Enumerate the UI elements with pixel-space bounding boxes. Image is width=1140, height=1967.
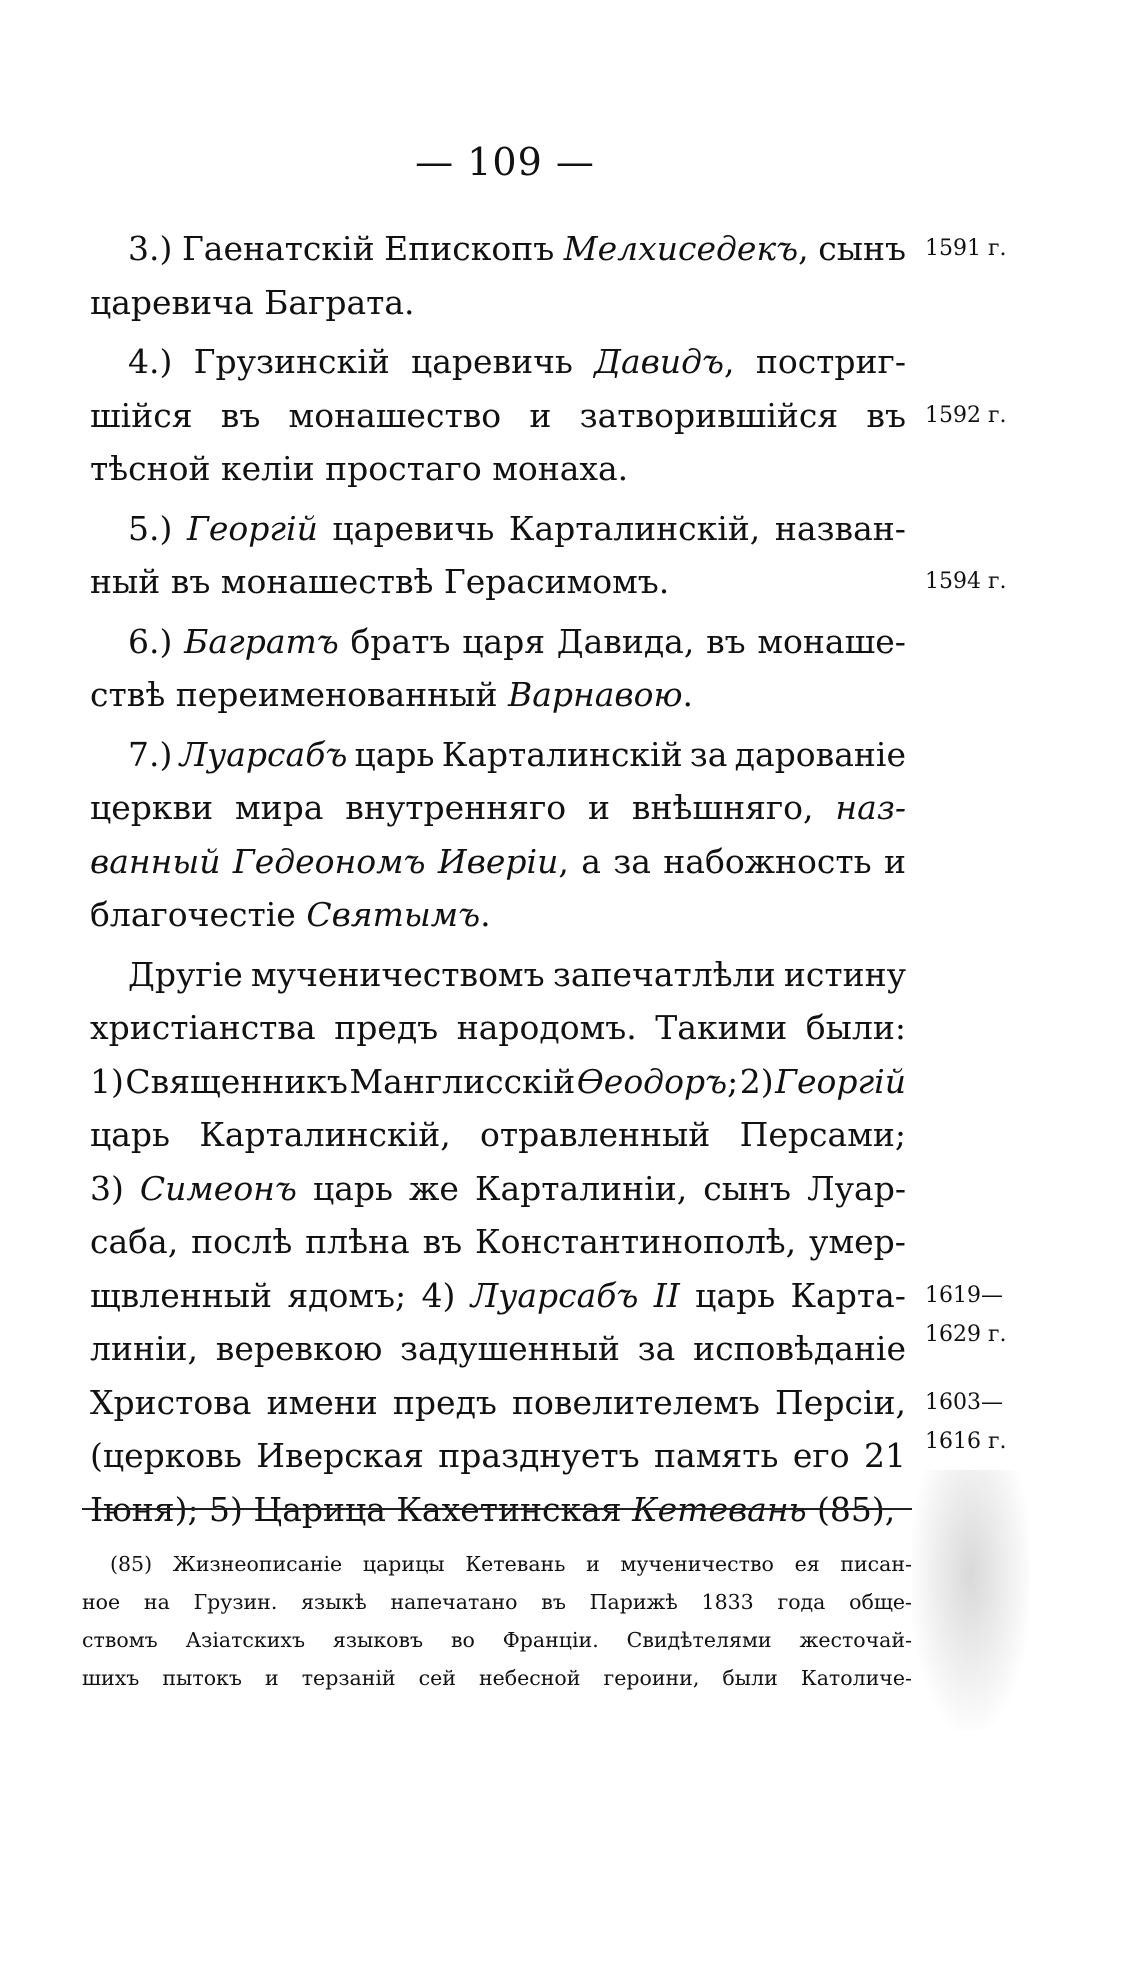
word: повелителемъ [512,1382,760,1422]
word: постриг- [755,342,906,381]
word: Персами; [739,1115,906,1154]
word: 21 [864,1436,906,1475]
word: сынъ [818,229,906,268]
word: Кетевань [465,1552,566,1576]
word: Свидѣтелями [626,1628,772,1652]
word: память [654,1436,779,1475]
word: Азіатскихъ [185,1628,305,1652]
word: монаше- [757,621,906,661]
word: Жизнеописаніе [172,1552,343,1576]
word: Такими [655,1008,788,1047]
word: Франціи. [502,1628,599,1652]
text-line [90,1162,906,1216]
word: саба, [90,1222,179,1261]
text-span: царевича Баграта. [90,282,415,322]
text-span: тѣсной келіи простаго монаха. [90,449,629,488]
text-line [90,1269,1003,1323]
word: Константинополѣ, [475,1222,797,1261]
text-line [90,555,1007,609]
italic-name: Варнавою [507,675,683,714]
word: царевичь [410,342,573,381]
word: Гаенатскій [181,229,375,268]
word: и [529,395,552,435]
paragraph [90,502,1007,609]
word: христіанства [90,1008,316,1047]
text-line [90,335,906,389]
word: Священникъ [125,1061,348,1101]
word: пытокъ [162,1666,242,1690]
word: сей [418,1666,456,1690]
word: его [792,1436,850,1475]
italic-name: Святымъ [306,895,481,934]
word: Давидъ, [594,342,735,381]
word: умер- [809,1222,906,1261]
text-line [90,1376,1003,1430]
text-line [90,276,906,330]
text-line [90,728,906,782]
paper-stain [912,1470,1030,1730]
word: за [637,1329,676,1368]
word: Луар- [807,1168,906,1208]
word: ное [82,1590,121,1614]
footnote-line [82,1583,912,1621]
word: затворившійся [579,395,839,435]
word: царь [354,734,435,774]
word: набожность [663,841,872,881]
word: языкѣ [301,1590,367,1614]
word: Карталиніи, [474,1168,688,1208]
word: Грузин. [193,1590,278,1614]
word: обще- [849,1590,912,1614]
word: церкви [90,788,214,827]
word: царь [90,1115,170,1154]
text-span: Іюня); 5) Царица Кахетинская [90,1489,633,1529]
text-span: . [682,675,694,714]
word: шихъ [82,1666,140,1690]
word: героини, [603,1666,700,1690]
word: имени [266,1382,378,1422]
word: 5.) [128,508,173,548]
word: мученичествомъ [250,954,545,994]
word: послѣ [191,1222,293,1261]
text-line [90,1001,906,1055]
word: запечатлѣли [552,954,776,994]
word: небесной [479,1666,581,1690]
word: внѣшняго, [631,788,814,827]
word: предъ [392,1382,497,1422]
paragraph [90,948,1007,1537]
word: Луарсабъ [470,1275,639,1315]
word: за [613,841,651,881]
word: и [588,788,611,827]
word: веревкою [215,1329,383,1368]
word: Карта- [790,1275,906,1315]
word: и [586,1552,600,1576]
text-line [90,1108,906,1162]
word: во [450,1628,475,1652]
word: царевичь [332,508,495,548]
text-line [90,668,906,722]
word: 3) [90,1168,124,1208]
word: а [581,841,601,881]
text-line [90,389,1007,443]
word: 4) [421,1275,456,1315]
word: царя [462,621,546,661]
word: празднуетъ [438,1436,640,1475]
word: 4.) [128,342,173,381]
paragraph [90,615,906,722]
word: отравленный [480,1115,711,1154]
word: истину [783,954,906,994]
word: и [883,841,906,881]
text-line [90,502,906,556]
footnotes [82,1545,912,1697]
word: плѣна [305,1222,410,1261]
word: ванный [90,841,221,881]
footnote-line [82,1659,912,1697]
word: исповѣданіе [693,1329,906,1368]
word: Луарсабъ [179,734,348,774]
footnote-line [82,1545,912,1583]
word: ствомъ [82,1628,158,1652]
word: (85) [110,1552,153,1576]
word: наз- [835,788,906,827]
word: Манглисскій [349,1061,576,1101]
main-text [90,222,1007,1536]
paragraph [90,222,1007,329]
text-line [90,222,1007,276]
word: ядомъ; [287,1275,407,1315]
word: въ [866,395,906,435]
word: въ [220,395,261,435]
word: Епископъ [384,229,555,268]
word: задушенный [400,1329,620,1368]
margin-date: 1629 г. [925,1322,1007,1347]
text-line [90,1215,906,1269]
word: были [722,1666,778,1690]
text-line [90,1055,906,1109]
word: 3.) [128,229,173,268]
text-line [90,1322,1007,1376]
word: мученичество [620,1552,774,1576]
word: Багратъ [184,621,339,661]
word: писан- [840,1552,912,1576]
word: терзаній [301,1666,396,1690]
margin-date: 1616 г. [925,1429,1007,1454]
text-line [90,442,906,496]
footnote-divider [82,1508,912,1510]
word: братъ [350,621,451,661]
word: щвленный [90,1275,272,1315]
word: Гедеономъ [232,841,426,881]
text-line [90,615,906,669]
word: сынъ [703,1168,792,1208]
word: предъ [334,1008,439,1047]
text-line [90,835,906,889]
word: жесточай- [799,1628,912,1652]
text-span: (85), [806,1489,896,1529]
word: Ѳеодоръ; [576,1061,739,1101]
footnote-line [82,1621,912,1659]
word: 6.) [128,621,173,661]
page-number: — 109 — [415,140,595,184]
paragraph [90,728,906,942]
word: и [264,1666,279,1690]
word: Другіе [128,954,243,994]
word: царицы [362,1552,445,1576]
word: за [689,734,728,774]
margin-date: 1591 г. [925,236,1007,261]
word: 1) [90,1061,124,1101]
word: линіи, [90,1329,198,1368]
word: въ [706,621,746,661]
word: въ [541,1590,566,1614]
word: напечатано [390,1590,518,1614]
word: на [143,1590,170,1614]
margin-date: 1603— [925,1389,1003,1415]
word: монашество [288,395,502,435]
word: въ [422,1222,463,1261]
word: мира [234,788,324,827]
text-line [90,1429,1007,1483]
word: Парижѣ [589,1590,678,1614]
word: Давида, [556,621,695,661]
word: 7.) [128,734,173,774]
text-line [90,948,906,1002]
word: языковъ [332,1628,424,1652]
word: II [653,1275,680,1315]
margin-date: 1619— [925,1282,1003,1308]
word: назван- [774,508,906,548]
word: Мелхиседекъ, [563,229,809,268]
word: Католиче- [800,1666,912,1690]
word: народомъ. [456,1008,637,1047]
word: царь [695,1275,776,1315]
word: Георгій [775,1061,906,1101]
text-span: ный въ монашествѣ Герасимомъ. [90,562,670,601]
word: (церковь [90,1436,242,1475]
word: Симеонъ [139,1168,297,1208]
word: Карталинскій, [199,1115,451,1154]
word: 1833 [701,1590,754,1614]
word: Христова [90,1382,252,1422]
paragraph [90,335,1007,496]
word: шійся [90,395,193,435]
text-span: . [480,895,491,934]
word: Персіи, [775,1382,906,1422]
margin-date: 1592 г. [925,402,1007,428]
word: царь [312,1168,393,1208]
word: года [777,1590,826,1614]
word: Георгій [186,508,318,548]
word: Карталинскій, [508,508,761,548]
italic-name: Кетевань [632,1489,807,1529]
word: 2) [739,1061,774,1101]
word: ея [794,1552,820,1576]
text-line [90,781,906,835]
word: Карталинскій [441,734,683,774]
text-span: ствѣ переименованный [90,675,508,714]
word: Иверская [256,1436,424,1475]
word: же [409,1168,459,1208]
word: Грузинскій [193,342,390,381]
margin-date: 1594 г. [925,569,1007,594]
word: дарованіе [734,734,906,774]
text-line [90,888,906,942]
word: Иверіи, [437,841,569,881]
word: внутренняго [345,788,567,827]
word: были: [805,1008,906,1047]
text-span: благочестіе [90,895,307,934]
